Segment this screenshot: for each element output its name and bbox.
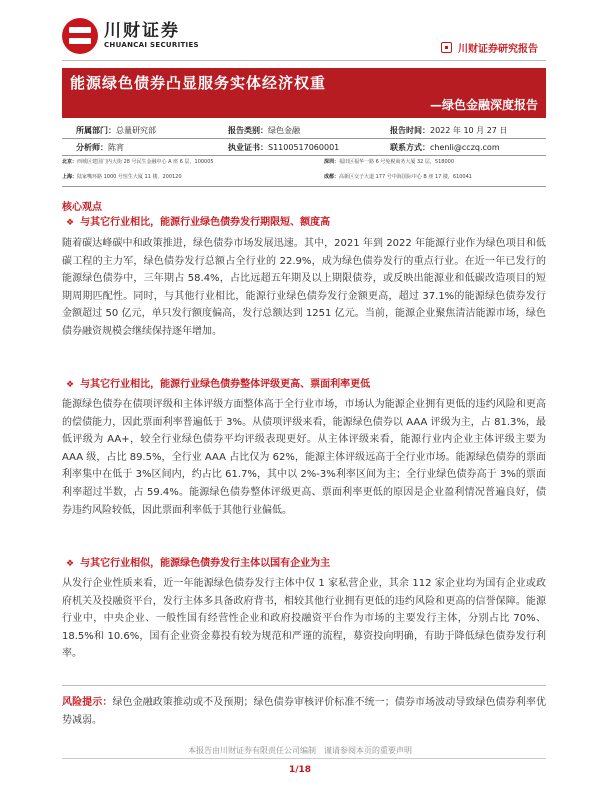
- contact-value[interactable]: chenli@cczq.com: [430, 143, 500, 152]
- section-heading-text: 与其它行业相比，能源行业绿色债券发行期限短、额度高: [80, 217, 331, 228]
- section-heading-text: 与其它行业相似，能源绿色债券发行主体以国有企业为主: [80, 558, 331, 569]
- section-heading-2: [66, 375, 370, 390]
- category-label: 报告类别：: [228, 126, 268, 135]
- date-label: 报告时间：: [390, 126, 430, 135]
- risk-divider: [62, 685, 546, 686]
- contact-label: 联系方式：: [390, 143, 430, 152]
- report-tag-text: 川财证券研究报告: [458, 44, 538, 55]
- header-divider: [62, 60, 546, 61]
- shenzhen-label: 深圳：: [324, 159, 340, 165]
- section-paragraph-1: 随着碳达峰碳中和政策推进，绿色债券市场发展迅速。其中，2021 年到 2022 年能源行业作为绿色项目和低碳工程的主力军，绿色债券发行总额占全行业的 22.9%，成为绿色债券发行的重点行业。在近一年已发行的能源绿色债券中，三年期占 58.4%，占比远超五年期及以上期限债券，或反映出能源业和低碳改造项目的短期周期匹配性。同时，与其他行业相比，能源行业绿色债券发行金额更高，超过 37.1%的能源绿色债券发行金额超过 50 亿元，单只发行额度偏高，发行总额达到 1251 亿元。当前，能源企业聚焦清洁能源市场，绿色债券融资规模会继续保持逐年增加。: [62, 238, 546, 337]
- info-divider: [62, 186, 546, 187]
- company-logo[interactable]: [62, 18, 199, 54]
- footer-disclaimer[interactable]: 本报告由川财证券有限责任公司编制 谨请参阅本页的重要声明: [188, 746, 412, 755]
- page-number: 1/18: [288, 765, 312, 775]
- address-row-1: [62, 155, 546, 171]
- risk-text: 绿色金融政策推动或不及预期；绿色债券审核评价标准不统一；债券市场波动导致绿色债券利率优势减弱。: [62, 697, 547, 726]
- address-row-2: [62, 170, 546, 186]
- info-row-department: [62, 122, 546, 138]
- shanghai-address: 陆家嘴环路 1000 号恒生大厦 11 楼，200120: [77, 174, 182, 180]
- diamond-bullet-icon: ❖: [66, 218, 75, 228]
- risk-warning: [62, 694, 546, 729]
- chengdu-address: 高新区交子大道 177 号中海国际中心 B 座 17 楼，610041: [339, 174, 472, 180]
- risk-label: 风险提示：: [62, 697, 113, 708]
- report-title: 能源绿色债券凸显服务实体经济权重: [70, 74, 327, 92]
- section-paragraph-3: 从发行企业性质来看，近一年能源绿色债券发行主体中仅 1 家私营企业，其余 112 家企业均为国有企业或政府机关及投融资平台，发行主体多具备政府背书，相较其他行业拥有更低的违约风险和更高的信誉保障。能源行业中，中央企业、一般性国有经营性企业和政府投融资平台作为市场的主要发行主体，分别占比 70%、18.5%和 10.6%，国有企业资金募投有较为规范和严谨的流程，募资投向明确，有助于降低绿色债券发行利率。: [62, 578, 546, 660]
- chengdu-label: 成都：: [324, 174, 340, 180]
- beijing-address: 西城区建国门内大街 28 号民生金融中心 A 座 6 层，100005: [77, 159, 214, 165]
- company-logo-icon: [62, 18, 98, 54]
- info-row-analyst: [62, 139, 546, 155]
- section-heading-text: 与其它行业相比，能源行业绿色债券整体评级更高、票面利率更低: [80, 379, 371, 390]
- date-value: 2022 年 10 月 27 日: [430, 126, 508, 135]
- report-tag: [441, 40, 538, 55]
- report-subtitle: —绿色金融深度报告: [429, 98, 538, 112]
- beijing-label: 北京：: [62, 159, 78, 165]
- shenzhen-address: 福田区福华一路 6 号免税商务大厦 32 层，518000: [339, 159, 455, 165]
- core-views-title: 核心观点: [62, 202, 102, 213]
- analyst-label: 分析师：: [76, 143, 108, 152]
- title-banner: [62, 68, 546, 118]
- license-value: S1100517060001: [268, 143, 340, 152]
- section-paragraph-2: 能源绿色债券在债项评级和主体评级方面整体高于全行业市场，市场认为能源企业拥有更低的违约风险和更高的偿债能力，因此票面利率普遍低于 3%。从债项评级来看，能源绿色债券以 AAA 评级为主，占 81.3%，最低评级为 AA+，较全行业绿色债券平均评级表现更好。从主体评级来看，能源行业内企业主体评级主要为 AAA 级，占比 89.5%，全行业 AAA 占比仅为 62%，能源主体评级远高于全行业市场。能源绿色债券的票面利率集中在低于 3%区间内，约占比 61.7%，其中以 2%-3%利率区间为主；全行业绿色债券高于 3%的票面利率超过半数，占 59.4%。能源绿色债券整体评级更高、票面利率更低的原因是企业盈利情况普遍良好，债券违约风险较低，因此票面利率低于其他行业偏低。: [62, 399, 546, 516]
- footer-divider: [62, 758, 546, 759]
- dept-value: 总量研究部: [116, 126, 156, 135]
- page-header: [0, 0, 600, 62]
- shanghai-label: 上海：: [62, 174, 78, 180]
- diamond-bullet-icon: ❖: [66, 559, 75, 569]
- analyst-value: 陈宵: [108, 143, 124, 152]
- section-heading-3: [66, 554, 330, 569]
- license-label: 执业证书：: [228, 143, 268, 152]
- section-heading-1: [66, 213, 330, 228]
- logo-english-name: CHUANCAI SECURITIES: [104, 41, 199, 49]
- category-value: 绿色金融: [268, 126, 300, 135]
- logo-chinese-name: 川财证券: [104, 21, 180, 41]
- report-icon: [441, 42, 452, 53]
- diamond-bullet-icon: ❖: [66, 380, 75, 390]
- dept-label: 所属部门：: [76, 126, 116, 135]
